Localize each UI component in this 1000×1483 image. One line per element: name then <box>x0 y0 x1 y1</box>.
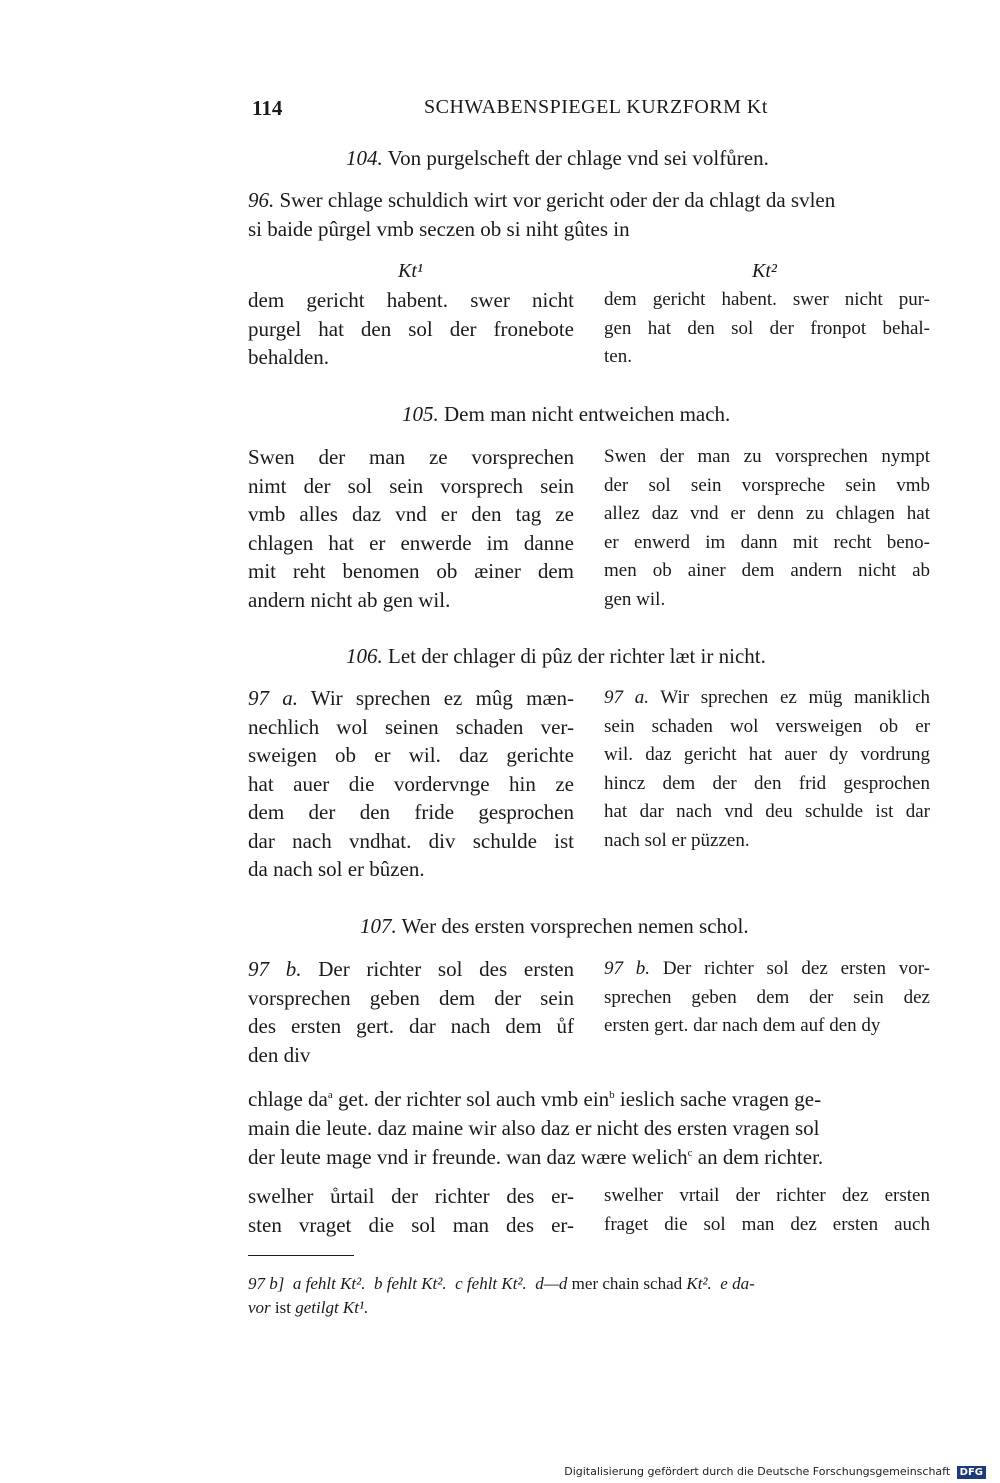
text-line: hincz dem der den frid gesprochen <box>604 772 930 794</box>
section-number: 104. <box>346 146 383 170</box>
text-line: des ersten gert. dar nach dem ůf <box>248 1014 574 1038</box>
footnote-e-text: getilgt Kt¹. <box>295 1298 369 1317</box>
text-line: dem der den fride gesprochen <box>248 800 574 824</box>
text-line: andern nicht ab gen wil. <box>248 587 451 612</box>
text-run: an dem richter. <box>692 1145 824 1169</box>
text-run: ieslich sache vragen ge- <box>614 1087 822 1111</box>
section-title: Dem man nicht entweichen mach. <box>444 402 731 426</box>
text-run: chlage da <box>248 1087 328 1111</box>
section-title: Von purgelscheft der chlage vnd sei volfůren. <box>387 146 769 170</box>
text-line: da nach sol er bûzen. <box>248 857 425 881</box>
text-line: gen hat den sol der fronpot behal- <box>604 317 930 339</box>
text-line: Der richter sol dez ersten vor- <box>650 958 930 979</box>
intro-line: si baide pûrgel vmb seczen ob si niht gûtes in <box>248 217 630 241</box>
text-line: hat auer die vordervnge hin ze <box>248 771 574 796</box>
funding-text: Digitalisierung gefördert durch die Deutsche Forschungsgemeinschaft <box>564 1465 951 1478</box>
text-line: ten. <box>604 346 632 367</box>
footnote-d-source: Kt². <box>686 1274 712 1293</box>
section-107-kt2-text <box>604 955 930 1041</box>
article-number: 97 a. <box>604 687 649 708</box>
footnote-rule <box>248 1255 354 1256</box>
column-head-kt1: Kt¹ <box>398 260 423 282</box>
footnote-a: a fehlt Kt². <box>292 1274 366 1293</box>
footnote-e-text: ist <box>270 1298 296 1317</box>
text-run: get. der richter sol auch vmb ein <box>332 1087 610 1111</box>
intro-line: Swer chlage schuldich wirt vor gericht oder der da chlagt da svlen <box>279 188 836 212</box>
footnote-b: b fehlt Kt². <box>374 1274 447 1293</box>
text-line: dem gericht habent. swer nicht pur- <box>604 289 930 310</box>
text-line: Wir sprechen ez mûg mæn- <box>297 686 574 710</box>
section-104-heading <box>346 146 769 171</box>
page-number: 114 <box>252 96 283 120</box>
text-line: chlagen hat er enwerde im danne <box>248 530 574 555</box>
section-104-kt2-text <box>604 286 930 372</box>
section-number: 106. <box>346 644 383 668</box>
text-line: sein schaden wol versweigen ob er <box>604 715 930 737</box>
text-line: vorsprechen geben dem der sein <box>248 985 574 1010</box>
text-line: men ob ainer dem andern nicht ab <box>604 560 930 581</box>
section-105-kt1-text <box>248 443 574 614</box>
section-number: 107. <box>360 914 397 938</box>
section-107-common-text <box>248 1085 930 1172</box>
text-line: den div <box>248 1042 311 1067</box>
section-105-heading <box>402 402 730 427</box>
footnote-e-text: vor <box>248 1298 271 1317</box>
text-line: ersten gert. dar nach dem auf den dy <box>604 1015 881 1036</box>
section-106-kt1-text <box>248 684 574 884</box>
text-line: der sol sein vorspreche sein vmb <box>604 474 930 496</box>
funding-note <box>564 1465 986 1479</box>
text-line: dem gericht habent. swer nicht <box>248 288 574 312</box>
text-line: sprechen geben dem der sein dez <box>604 986 930 1008</box>
text-line: sweigen ob er wil. daz gerichte <box>248 743 574 767</box>
section-title: Wer des ersten vorsprechen nemen schol. <box>401 914 749 938</box>
section-106-kt2-text <box>604 684 930 855</box>
footnote-ref: 97 b] <box>248 1274 285 1293</box>
text-line: wil. daz gericht hat auer dy vordrung <box>604 744 930 765</box>
section-107-kt1-continued <box>248 1182 574 1239</box>
dfg-logo: DFG <box>957 1466 986 1479</box>
footnote <box>248 1272 930 1320</box>
text-line: behalden. <box>248 345 330 369</box>
text-run: der leute mage vnd ir freunde. wan daz wære welich <box>248 1145 688 1169</box>
footnote-marker: a <box>327 1089 333 1101</box>
text-line: er enwerd im dann mit recht beno- <box>604 531 930 553</box>
section-107-kt1-text <box>248 955 574 1069</box>
section-title: Let der chlager di pûz der richter læt ir nicht. <box>388 644 766 668</box>
text-line: Swen der man ze vorsprechen <box>248 445 574 469</box>
text-line: allez daz vnd er denn zu chlagen hat <box>604 503 930 524</box>
text-line: vmb alles daz vnd er den tag ze <box>248 502 574 526</box>
footnote-e-marker: e da- <box>720 1274 755 1293</box>
article-number: 96. <box>248 188 275 212</box>
footnote-c: c fehlt Kt². <box>455 1274 527 1293</box>
text-line: sten vraget die sol man des er- <box>248 1212 574 1237</box>
section-107-kt2-continued <box>604 1182 930 1239</box>
footnote-d-text: mer chain schad <box>567 1274 687 1293</box>
section-105-kt2-text <box>604 443 930 614</box>
text-line: nimt der sol sein vorsprech sein <box>248 473 574 498</box>
footnote-marker: c <box>687 1147 693 1159</box>
text-line: Wir sprechen ez müg maniklich <box>648 687 930 708</box>
text-line: nach sol er püzzen. <box>604 829 750 851</box>
text-line: Swen der man zu vorsprechen nympt <box>604 446 930 467</box>
text-line: gen wil. <box>604 588 666 610</box>
text-line: nechlich wol seinen schaden ver- <box>248 714 574 739</box>
text-line: swelher ůrtail der richter des er- <box>248 1184 574 1208</box>
footnote-d-marker: d—d <box>535 1274 568 1293</box>
text-line: hat dar nach vnd deu schulde ist dar <box>604 801 930 822</box>
text-line: Der richter sol des ersten <box>301 957 575 981</box>
text-line: fraget die sol man dez ersten auch <box>604 1213 930 1235</box>
section-104-intro <box>248 186 930 244</box>
section-106-heading <box>346 644 766 669</box>
column-head-kt2: Kt² <box>752 260 777 282</box>
section-104-kt1-text <box>248 286 574 372</box>
section-107-heading <box>360 914 749 939</box>
article-number: 97 b. <box>604 958 651 979</box>
text-line: mit reht benomen ob æiner dem <box>248 559 574 583</box>
article-number: 97 b. <box>248 957 302 981</box>
section-number: 105. <box>402 402 439 426</box>
footnote-marker: b <box>609 1089 615 1101</box>
text-line: swelher vrtail der richter dez ersten <box>604 1185 930 1206</box>
text-line: dar nach vndhat. div schulde ist <box>248 828 574 853</box>
running-title: SCHWABENSPIEGEL KURZFORM Kt <box>424 96 768 118</box>
text-line: purgel hat den sol der fronebote <box>248 316 574 341</box>
article-number: 97 a. <box>248 686 298 710</box>
text-line: main die leute. daz maine wir also daz er nicht des ersten vragen sol <box>248 1116 820 1140</box>
